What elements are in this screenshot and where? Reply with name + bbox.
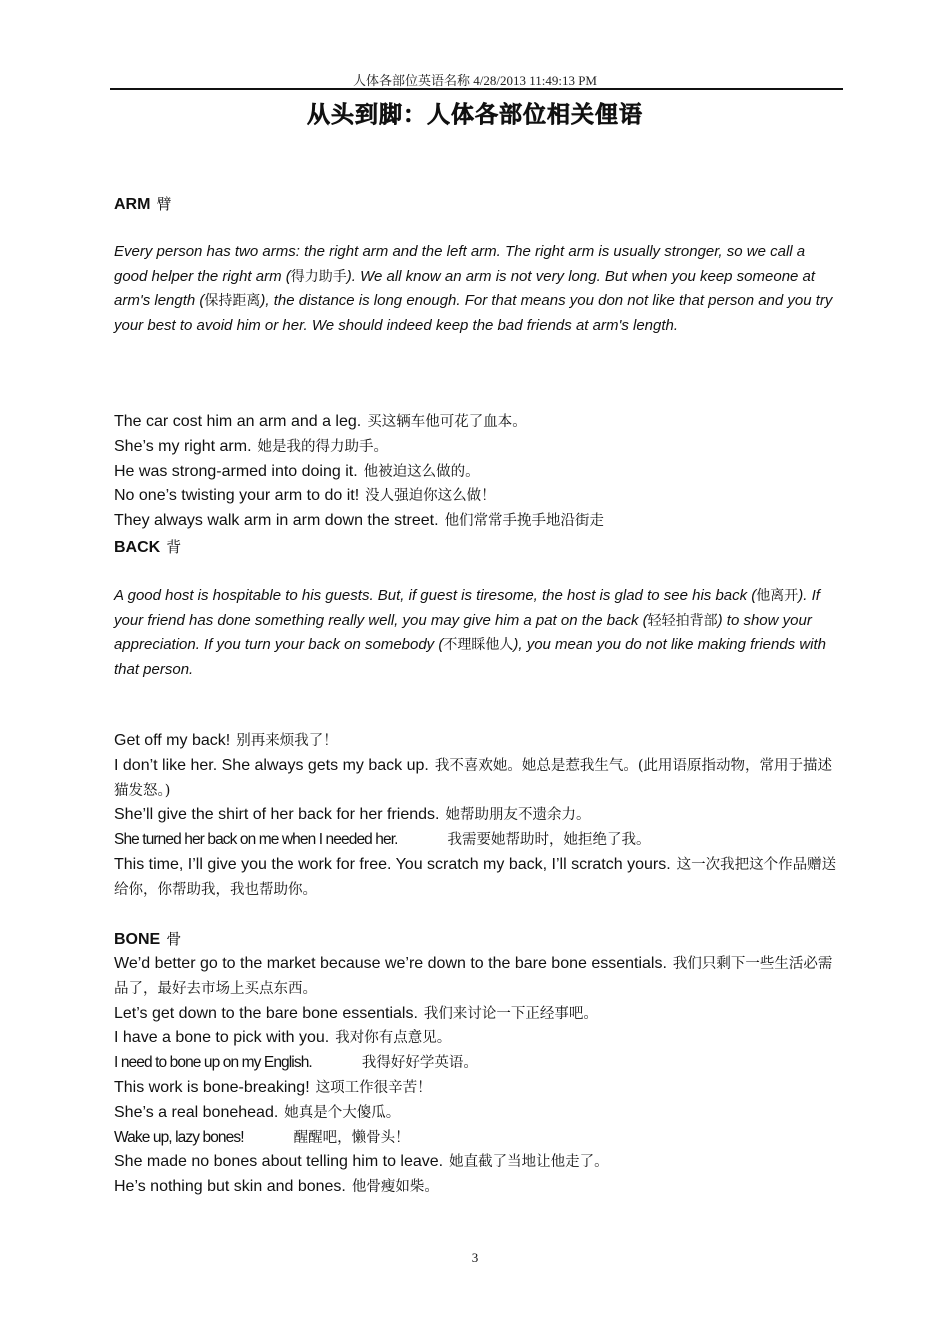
example-en: He was strong-armed into doing it. [114,462,358,480]
running-header: 人体各部位英语名称 4/28/2013 11:49:13 PM [352,73,597,88]
paragraph-zh-run: 不理睬他人 [443,637,514,654]
example-line [114,803,842,828]
example-en: We’d better go to the market because we’re down to the bare bone essentials. [114,955,667,972]
example-line [114,1026,842,1051]
paragraph-en-run: ). If your friend has done something really well, you may give him a pat on the back ( [114,587,820,629]
example-zh: 她直截了当地让他走了。 [449,1154,609,1171]
example-en: He’s nothing but skin and bones. [114,1178,346,1196]
heading-zh: 臂 [156,195,172,213]
example-en: I don’t like her. She always gets my back up. [114,756,429,774]
paragraph-en-run: Every person has two arms: the right arm and the left arm. The right arm is usually stronger, so we call a good helper the right arm ( [114,243,806,285]
examples-arm [114,410,842,534]
heading-en: BONE [114,931,161,948]
example-zh: 我们来讨论一下正经事吧。 [423,1005,598,1022]
example-zh: 他们常常手挽手地沿街走 [444,513,605,530]
example-en: She’ll give the shirt of her back for her friends. [114,806,440,824]
example-en: They always walk arm in arm down the street. [114,512,439,530]
example-line [114,1150,842,1175]
page-number: 3 [471,1250,479,1265]
example-zh: 我对你有点意见。 [335,1030,452,1047]
heading-zh: 骨 [166,930,182,948]
example-zh: 我得好好学英语。 [361,1055,478,1072]
example-line [114,1126,842,1151]
example-zh: 她帮助朋友不遗余力。 [445,807,591,824]
paragraph-arm [114,240,842,339]
section-heading-back [114,535,842,560]
section-heading-bone [114,927,842,952]
example-line [114,484,842,509]
paragraph-en-run: ). We all know an arm is not very long. But when you keep someone at arm's length ( [114,267,816,310]
heading-en: ARM [114,196,151,213]
example-zh: 我需要她帮助时，她拒绝了我。 [447,832,651,849]
example-line [114,729,842,754]
example-line [114,460,842,485]
example-en: I have a bone to pick with you. [114,1029,330,1047]
examples-bone [114,952,842,1200]
example-zh: 他被迫这么做的。 [363,463,480,480]
example-en: She made no bones about telling him to leave. [114,1153,444,1171]
example-line [114,1175,842,1200]
example-en: Wake up, lazy bones! [114,1128,244,1146]
example-zh: 我不喜欢她。她总是惹我生气。(此用语原指动物，常用于描述猫发怒。) [114,757,832,799]
heading-zh: 背 [166,538,182,556]
paragraph-back [114,584,842,683]
example-zh: 她真是个大傻瓜。 [284,1104,401,1121]
example-line [114,410,842,435]
example-en: She’s a real bonehead. [114,1103,279,1121]
example-zh: 她是我的得力助手。 [257,438,389,455]
example-en: She turned her back on me when I needed her. [114,831,398,849]
example-en: Let’s get down to the bare bone essentials. [114,1004,418,1022]
example-en: Get off my back! [114,732,231,749]
example-line [114,509,842,534]
paragraph-en-run: A good host is hospitable to his guests. But, if guest is tiresome, the host is glad to see his back ( [114,587,757,604]
example-en: I need to bone up on my English. [114,1054,312,1072]
example-en: This work is bone-breaking! [114,1078,310,1096]
example-zh: 他骨瘦如柴。 [351,1179,439,1196]
example-line [114,1076,842,1101]
paragraph-zh-run: 他离开 [756,588,799,604]
paragraph-en-run: ), the distance is long enough. For that means you don not like that person and you try your best to avoid him or her. We should indeed keep the bad friends at arm's length. [114,292,833,335]
paragraph-zh-run: 得力助手 [290,268,347,285]
example-line [114,1101,842,1126]
example-en: The car cost him an arm and a leg. [114,413,362,430]
example-zh: 这一次我把这个作品赠送给你，你帮助我，我也帮助你。 [114,856,837,898]
example-line [114,1051,842,1076]
example-line [114,828,842,853]
example-line [114,853,842,903]
example-zh: 买这辆车他可花了血本。 [367,414,527,430]
example-zh: 没人强迫你这么做！ [365,488,496,505]
example-line [114,952,842,1002]
example-line [114,1002,842,1027]
example-zh: 这项工作很辛苦！ [315,1079,432,1096]
example-en: No one’s twisting your arm to do it! [114,487,360,505]
examples-back [114,729,842,903]
paragraph-en-run: ) to show your appreciation. If you turn your back on somebody ( [114,611,812,654]
paragraph-zh-run: 轻轻拍背部 [647,612,718,629]
example-zh: 我们只剩下一些生活必需品了，最好去市场上买点东西。 [114,956,833,997]
example-en: She’s my right arm. [114,437,252,455]
paragraph-zh-run: 保持距离 [204,293,261,310]
page-title: 从头到脚：人体各部位相关俚语 [307,102,643,128]
example-zh: 别再来烦我了！ [236,733,338,749]
example-zh: 醒醒吧，懒骨头！ [293,1129,410,1146]
section-heading-arm [114,192,842,217]
example-line [114,754,842,804]
example-en: This time, I’ll give you the work for free. You scratch my back, I’ll scratch yours. [114,855,671,873]
paragraph-en-run: ), you mean you do not like making friends with that person. [114,636,827,679]
heading-en: BACK [114,539,161,556]
example-line [114,435,842,460]
header-divider [110,88,843,90]
